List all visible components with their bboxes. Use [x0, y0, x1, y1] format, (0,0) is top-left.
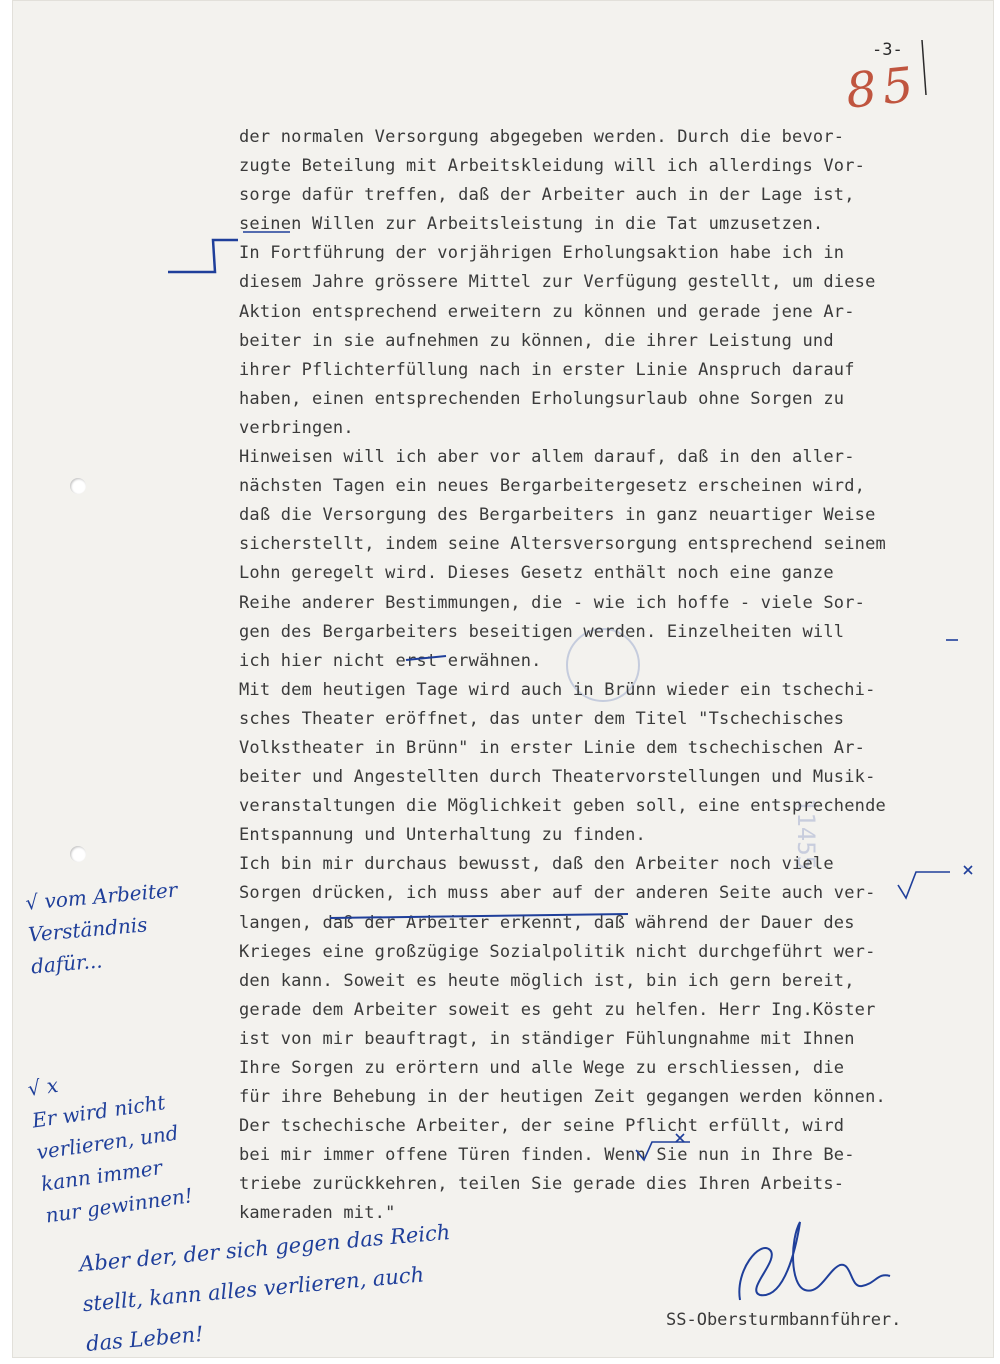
text-line: ist von mir beauftragt, in ständiger Fühlungnahme mit Ihnen: [239, 1028, 855, 1049]
margin-note-left-1: √ vom Arbeiter Verständnis dafür...: [24, 877, 179, 979]
text-line: haben, einen entsprechenden Erholungsurlaub ohne Sorgen zu: [239, 388, 845, 409]
text-line: Aktion entsprechend erweitern zu können und gerade jene Ar-: [239, 301, 855, 322]
stamp-number: 11455: [792, 797, 821, 871]
signoff-rank: SS-Obersturmbannführer.: [666, 1310, 902, 1330]
text-line: nächsten Tagen ein neues Bergarbeitergesetz erscheinen wird,: [239, 476, 866, 497]
text-line: sicherstellt, indem seine Altersversorgung entsprechend seinem: [239, 534, 886, 555]
text-line: kameraden mit.": [239, 1203, 396, 1224]
text-line: Ihre Sorgen zu erörtern und alle Wege zu erschliessen, die: [239, 1058, 845, 1078]
margin-note-left-2: √ x Er wird nicht verlieren, und kann immer nur gewinnen!: [26, 1072, 195, 1228]
text-line: Volkstheater in Brünn" in erster Linie dem tschechischen Ar-: [239, 737, 866, 758]
text-line: gen des Bergarbeiters beseitigen werden. Einzelheiten will: [239, 621, 845, 642]
insert-x-2: [676, 1134, 684, 1142]
text-line: ich hier nicht erst erwähnen.: [239, 650, 542, 671]
strike-clause: [330, 914, 628, 918]
text-line: bei mir immer offene Türen finden. Wenn Sie nun in Ihre Be-: [239, 1145, 855, 1166]
text-line: langen, daß der Arbeiter erkennt, daß während der Dauer des: [239, 912, 855, 933]
text-line: diesem Jahre grössere Mittel zur Verfügung gestellt, um diese: [239, 272, 876, 293]
text-line: seinen Willen zur Arbeitsleistung in die Tat umzusetzen.: [239, 214, 824, 235]
text-line: Ich bin mir durchaus bewusst, daß den Arbeiter noch viele: [239, 854, 834, 875]
text-line: Hinweisen will ich aber vor allem darauf, daß in den aller-: [239, 447, 855, 468]
text-line: Krieges eine großzügige Sozialpolitik nicht durchgeführt wer-: [239, 941, 876, 962]
text-line: In Fortführung der vorjährigen Erholungsaktion habe ich in: [239, 243, 845, 264]
paragraph-bracket: [168, 240, 238, 272]
folio-number: 85: [843, 56, 922, 120]
text-line: verbringen.: [239, 417, 354, 438]
text-line: veranstaltungen die Möglichkeit geben soll, eine entsprechende: [239, 796, 886, 817]
text-line: ihrer Pflichterfüllung nach in erster Linie Anspruch darauf: [239, 359, 855, 380]
text-line: daß die Versorgung des Bergarbeiters in ganz neuartiger Weise: [239, 505, 876, 526]
text-line: Der tschechische Arbeiter, der seine Pflicht erfüllt, wird: [239, 1116, 845, 1137]
folio-bracket: [922, 40, 926, 95]
text-line: für ihre Behebung in der heutigen Zeit gegangen werden können.: [239, 1087, 886, 1108]
text-line: der normalen Versorgung abgegeben werden. Durch die bevor-: [239, 127, 845, 147]
page-number: -3-: [872, 40, 903, 60]
text-line: gerade dem Arbeiter soweit es geht zu helfen. Herr Ing.Köster: [239, 999, 876, 1020]
text-line: beiter in sie aufnehmen zu können, die ihrer Leistung und: [239, 330, 834, 351]
insert-x-1: [964, 866, 972, 874]
text-line: Mit dem heutigen Tage wird auch in Brünn wieder ein tschechi-: [239, 679, 876, 700]
text-line: sorge dafür treffen, daß der Arbeiter auch in der Lage ist,: [239, 185, 855, 206]
insert-mark-1: [898, 872, 950, 898]
text-line: sches Theater eröffnet, das unter dem Titel "Tschechisches: [239, 708, 845, 729]
text-line: Lohn geregelt wird. Dieses Gesetz enthält noch eine ganze: [239, 563, 834, 584]
text-line: zugte Beteilung mit Arbeitskleidung will ich allerdings Vor-: [239, 156, 866, 177]
text-line: triebe zurückkehren, teilen Sie gerade dies Ihren Arbeits-: [239, 1174, 845, 1195]
margin-note-bottom: Aber der, der sich gegen das Reich stellt, kann alles verlieren, auch das Leben!: [78, 1219, 452, 1357]
strike-erst: [406, 656, 446, 660]
text-line: den kann. Soweit es heute möglich ist, bin ich gern bereit,: [239, 970, 855, 991]
text-line: Entspannung und Unterhaltung zu finden.: [239, 825, 646, 846]
text-line: beiter und Angestellten durch Theatervorstellungen und Musik-: [239, 767, 876, 788]
text-line: Sorgen drücken, ich muss aber auf der anderen Seite auch ver-: [239, 883, 876, 904]
insert-mark-2: [636, 1142, 690, 1160]
text-line: Reihe anderer Bestimmungen, die - wie ich hoffe - viele Sor-: [239, 592, 866, 613]
signature: [739, 1222, 890, 1300]
